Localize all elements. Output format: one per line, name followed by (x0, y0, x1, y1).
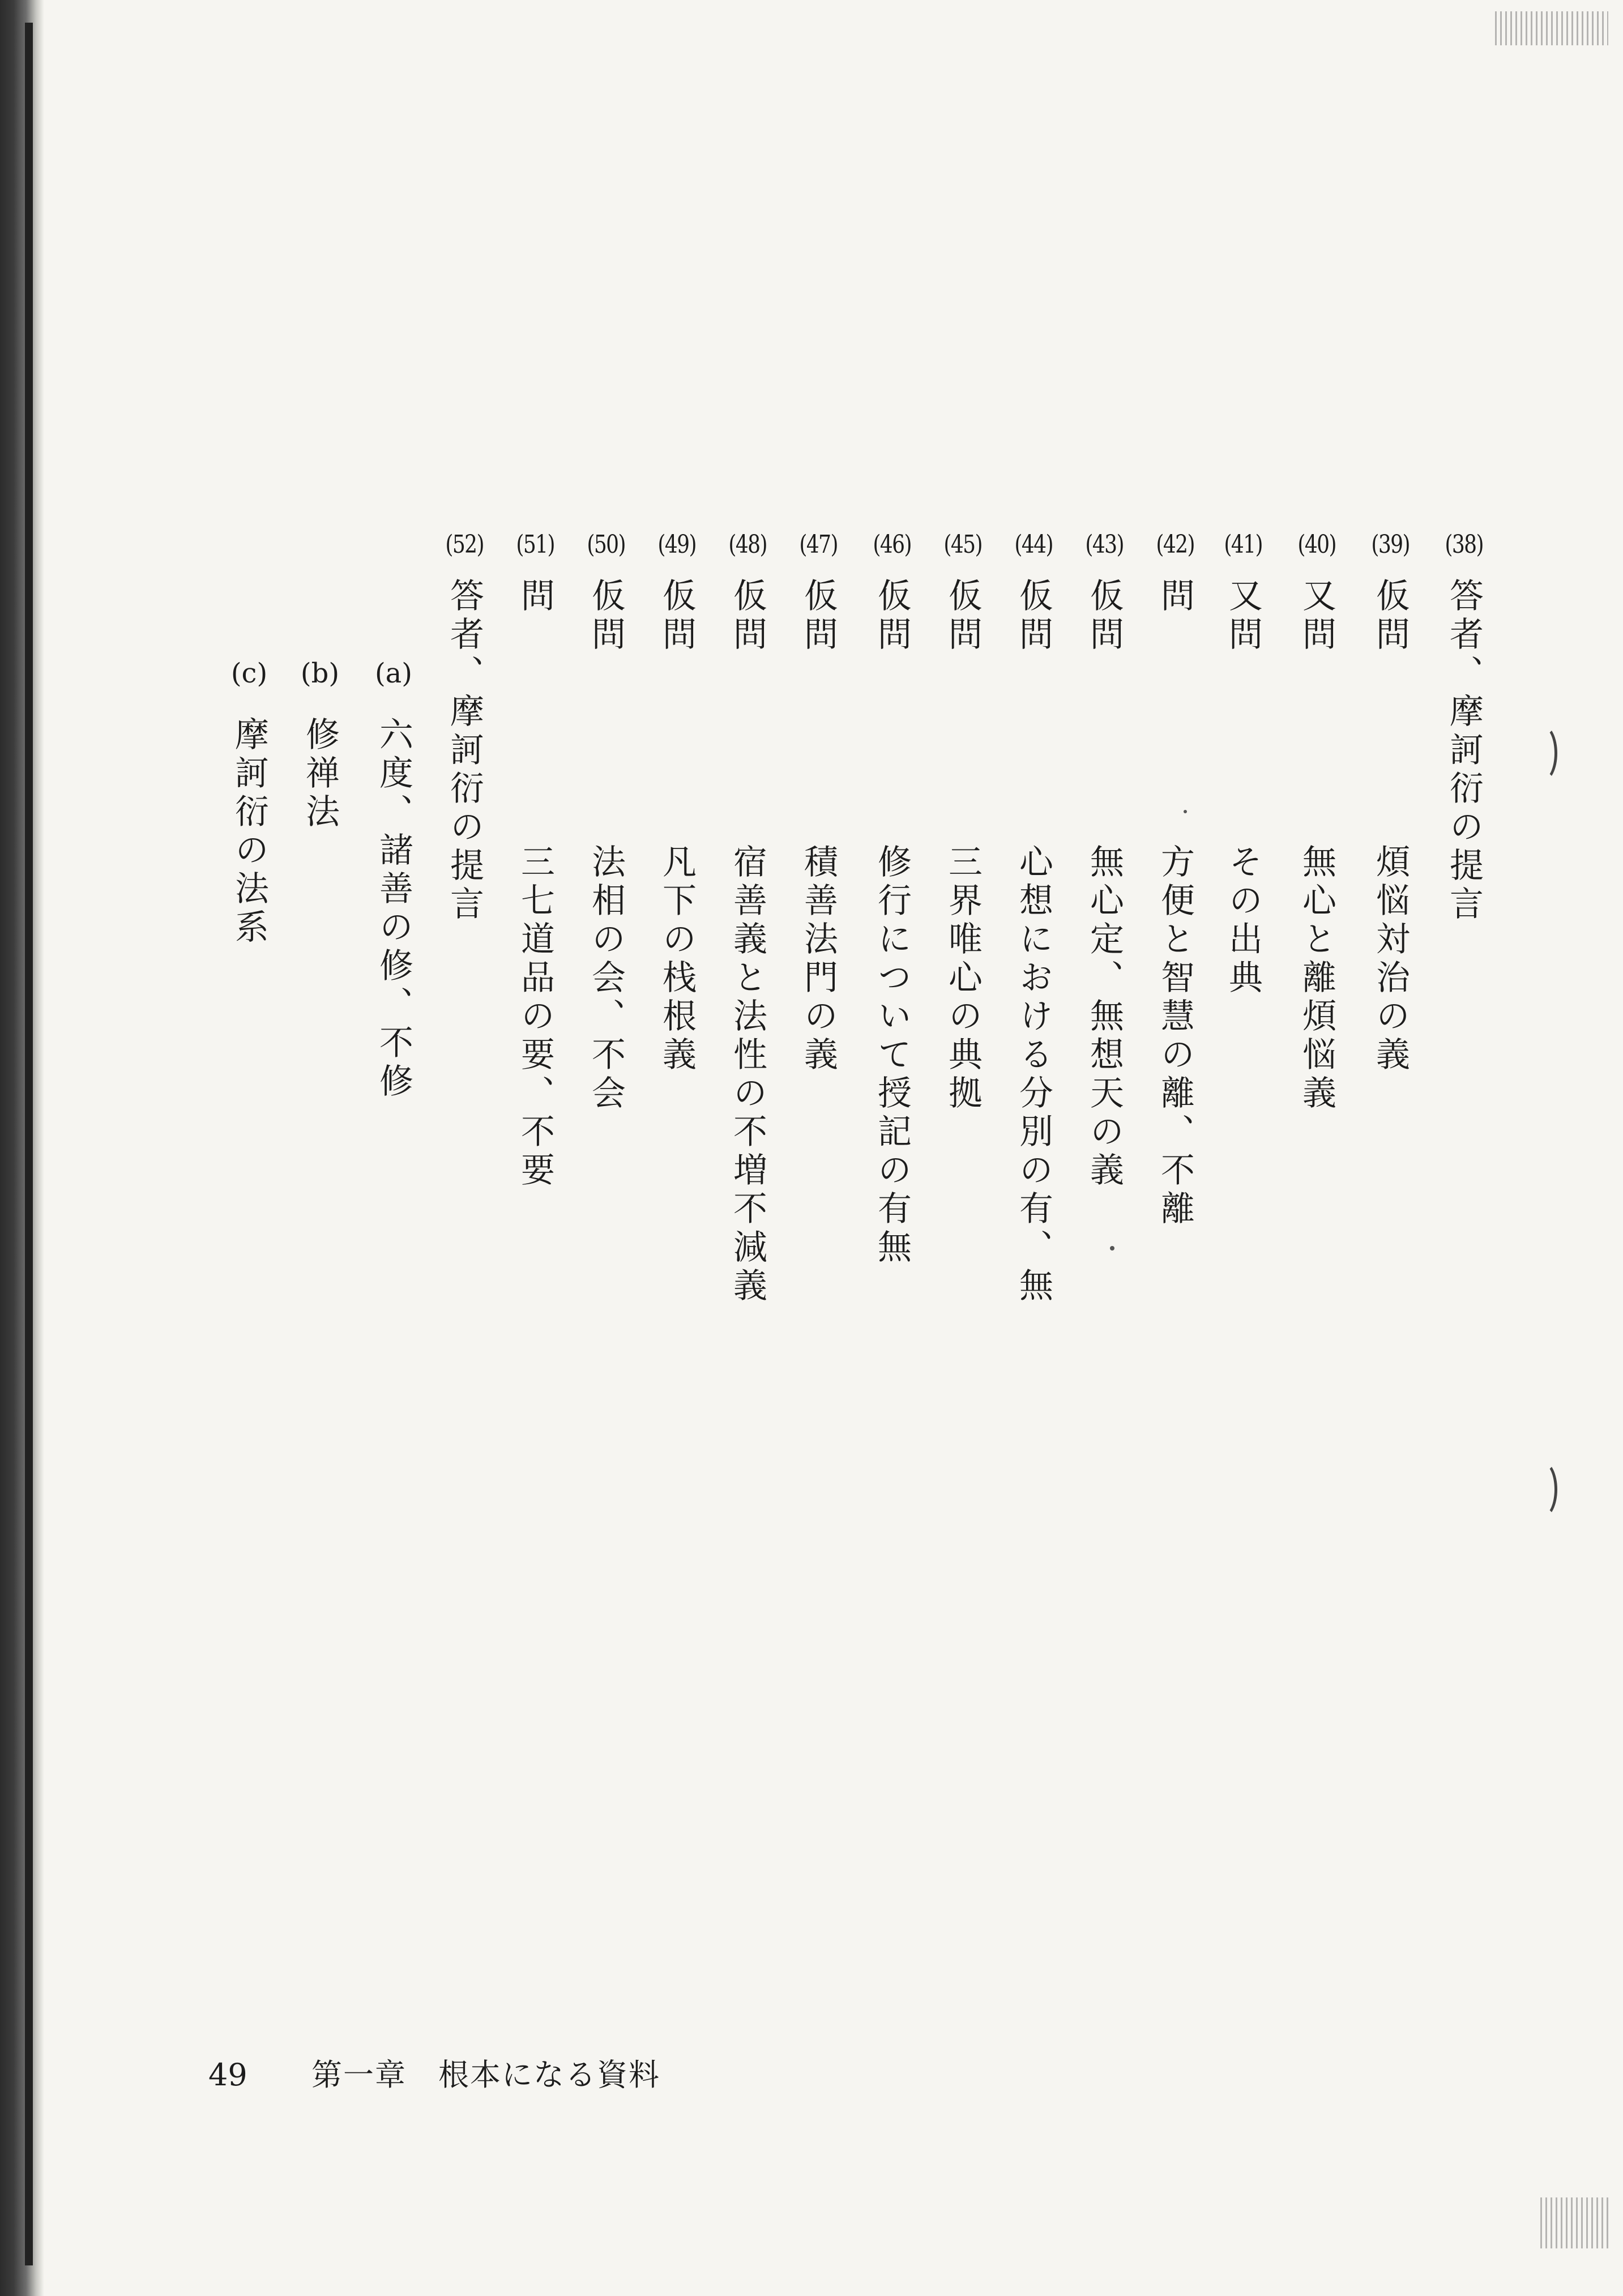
entry-topic: 宿善義と法性の不増不減義 (728, 844, 767, 1306)
entry-49 (651, 532, 702, 655)
entry-44 (1008, 532, 1059, 655)
subitem-text: 修禅法 (300, 716, 340, 832)
entry-48 (722, 532, 773, 655)
speck (1110, 1246, 1114, 1251)
entry-topic: 三界唯心の典拠 (943, 844, 983, 1113)
entry-topic: 無心と離煩悩義 (1297, 844, 1336, 1113)
entry-number: (43) (1085, 530, 1124, 559)
subitem-label: (a) (374, 658, 413, 689)
scan-edge-mark (1529, 725, 1557, 782)
entry-topic: 三七道品の要、不要 (515, 844, 555, 1190)
entry-number: (46) (873, 530, 911, 559)
entry-topic: 心想における分別の有、無 (1014, 844, 1053, 1306)
entry-number: (41) (1224, 530, 1262, 559)
entry-topic: 無心定、無想天の義 (1084, 844, 1124, 1190)
entry-46 (866, 532, 917, 655)
entry-question: 仮問 (872, 578, 912, 655)
scan-noise-bottom-right (1540, 2197, 1608, 2248)
entry-question: 仮問 (657, 578, 697, 655)
subitem-c (224, 660, 275, 948)
entry-number: (50) (587, 530, 625, 559)
scan-noise-top-right (1495, 11, 1608, 45)
entry-question: 問 (1155, 578, 1195, 616)
entry-number: (38) (1445, 530, 1483, 559)
entry-40 (1291, 532, 1342, 655)
entry-topic: 方便と智慧の離、不離 (1155, 844, 1195, 1229)
entry-question: 仮問 (798, 578, 838, 655)
entry-50 (580, 532, 631, 655)
subitem-label: (c) (230, 658, 268, 689)
entry-45 (937, 532, 988, 655)
subitem-a (368, 660, 419, 1102)
chapter-title: 第一章 根本になる資料 (311, 2057, 660, 2093)
entry-39 (1365, 532, 1416, 655)
entry-topic: 積善法門の義 (798, 844, 838, 1075)
entry-number: (44) (1014, 530, 1053, 559)
entry-51 (510, 532, 561, 616)
entry-number: (40) (1297, 530, 1336, 559)
entry-question: 仮問 (1014, 578, 1053, 655)
entry-question: 仮問 (943, 578, 983, 655)
entry-question: 答者、摩訶衍の提言 (445, 578, 484, 924)
entry-47 (793, 532, 844, 655)
entry-question: 答者、摩訶衍の提言 (1444, 578, 1484, 924)
scan-edge-mark (1529, 1461, 1557, 1518)
entry-41 (1218, 532, 1268, 655)
entry-number: (51) (516, 530, 554, 559)
entry-number: (45) (943, 530, 982, 559)
entry-question: 仮問 (728, 578, 767, 655)
binding-shadow (0, 0, 44, 2296)
entry-topic: 煩悩対治の義 (1370, 844, 1410, 1075)
subitem-text: 六度、諸善の修、不修 (374, 716, 413, 1102)
speck (1184, 810, 1187, 813)
entry-topic: 修行について授記の有無 (872, 844, 912, 1268)
entry-question: 仮問 (1370, 578, 1410, 655)
entry-number: (52) (445, 530, 484, 559)
entry-number: (42) (1156, 530, 1194, 559)
entry-question: 仮問 (586, 578, 626, 655)
subitem-b (294, 660, 345, 832)
entry-number: (49) (657, 530, 696, 559)
entry-number: (39) (1371, 530, 1410, 559)
entry-42 (1150, 532, 1201, 616)
entry-number: (48) (728, 530, 767, 559)
entry-38 (1438, 532, 1489, 924)
entry-question: 問 (515, 578, 555, 616)
entry-43 (1079, 532, 1130, 655)
entry-question: 仮問 (1084, 578, 1124, 655)
binding-edge (25, 23, 33, 2265)
entry-topic: 法相の会、不会 (586, 844, 626, 1113)
subitem-text: 摩訶衍の法系 (229, 716, 269, 948)
subitem-label: (b) (300, 658, 340, 689)
entry-52 (439, 532, 490, 924)
entry-question: 又問 (1297, 578, 1336, 655)
entry-question: 又問 (1223, 578, 1263, 655)
entry-topic: その出典 (1223, 844, 1263, 998)
entry-topic: 凡下の栈根義 (657, 844, 697, 1075)
entry-number: (47) (799, 530, 838, 559)
page-number: 49 (208, 2057, 247, 2093)
